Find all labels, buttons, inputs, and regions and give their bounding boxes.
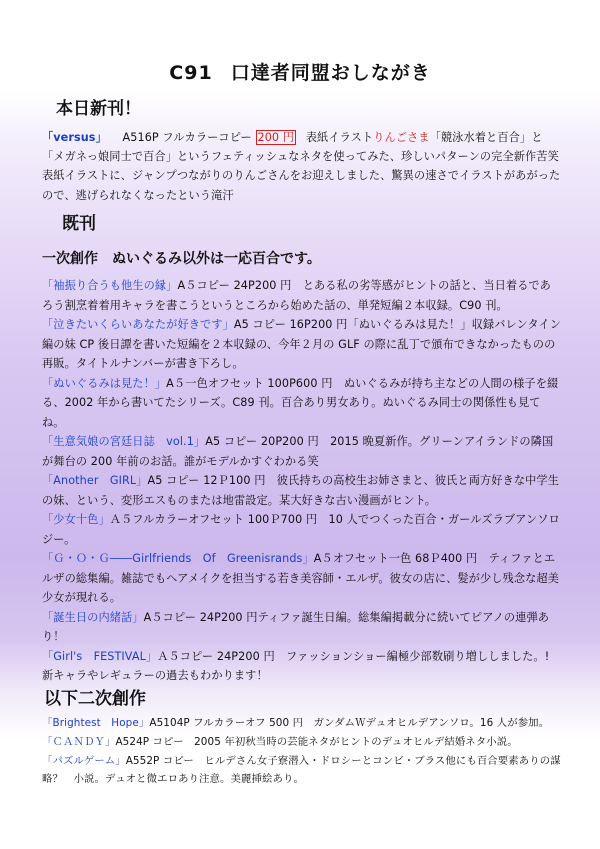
original-works-heading: 一次創作 ぬいぐるみ以外は一応百合です。	[42, 251, 321, 267]
new-release-desc-1: 「競泳水着と百合」	[429, 131, 532, 144]
book-title: 「ぬいぐるみは見た！」	[42, 376, 167, 390]
list-item	[42, 315, 562, 374]
book-title: 「少女十色」	[42, 513, 110, 526]
list-item	[42, 714, 562, 733]
book-desc: A5 コピー 16P200 円「ぬいぐるみは見た！」収録バレンタイン編の妹 CP 後日譚を書いた短編を２本収録の、今年２月の GLF の際に乱丁で頒布できなかったものの再販。タイトルナンバーが書き下ろし。	[42, 318, 561, 370]
list-item	[42, 276, 562, 315]
list-item	[42, 432, 562, 471]
list-item	[42, 733, 562, 752]
list-item	[42, 471, 562, 510]
book-title: 「Brightest Hope」	[42, 717, 150, 729]
list-item	[42, 608, 562, 647]
new-release-desc-2: と「メガネっ娘同士で百合」というフェティッシュなネタを使ってみた、珍しいパターンの完全新作苦笑表紙イラストに、ジャンプつながりのりんごさんをお迎えしました、驚異の速さでイラストがあがったので、逃げられなくなったという滝汗	[42, 131, 561, 202]
book-title: 「泣きたいくらいあなたが好きです」	[42, 318, 234, 331]
book-desc: A5 コピー 20P200 円 2015 晩夏新作。グリーンアイランドの隣国が舞台の 200 年前のお話。誰がモデルかすぐわかる笑	[42, 435, 554, 468]
book-desc: A5 コピー 12Ｐ100 円 彼氏持ちの高校生お姉さまと、彼氏と両方好きな中学生の妹、という、変形エスものまたは地雷設定。某大好きな古い漫画がヒント。	[42, 474, 559, 507]
new-release-heading: 本日新刊！	[56, 99, 141, 119]
backlist-heading: 既刊	[62, 214, 96, 234]
new-release-title: 「versus」	[42, 131, 107, 144]
new-release-artist: りんごさま	[373, 131, 430, 144]
book-title: 「Another GIRL」	[42, 474, 148, 487]
book-title: 「Ｇ・Ｏ・Ｇ――Girlfriends Of Greenisrands」	[42, 552, 314, 565]
list-item	[42, 549, 562, 608]
new-release-price: 200 円	[257, 131, 295, 144]
book-title: 「Girl's FESTIVAL」	[42, 649, 158, 663]
page-title	[0, 58, 600, 85]
event-name: C91	[169, 62, 213, 84]
book-title: 「誕生日の内緒話」	[42, 610, 144, 624]
book-desc: A５一色オフセット 100P600 円 ぬいぐるみが持ち主などの人間の様子を綴る、2002 年から書いてたシリーズ。C89 刊。百合あり男女あり。ぬいぐるみ同士の関係性も見てね。	[42, 376, 559, 429]
original-works-list	[42, 276, 562, 686]
derivative-works-list	[42, 714, 562, 789]
book-desc: A５オフセット一色 68Ｐ400 円 ティファとエルザの総集編。雑誌でもヘアメイクを担当する若き美容師・エルザ。彼女の店に、髪が少し残念な超美少女が現れる。	[42, 552, 559, 604]
derivative-works-heading: 以下二次創作	[44, 689, 146, 709]
new-release-cover-label: 表紙イラスト	[305, 131, 374, 144]
book-desc: A552P コピー ヒルデさん女子寮潜入・ドロシーとコンビ・ブラス他にも百合要素ありの謀略？ 小説。デュオと微エロあり注意。美麗挿絵あり。	[42, 754, 561, 786]
circle-title: 口達者同盟おしながき	[230, 62, 431, 84]
new-release-spec: A516P フルカラーコピー	[122, 131, 252, 144]
book-desc: Ａ５コピー 24P200 円 ファッションショー編極少部数刷り増ししました。! 新キャラやレギュラーの過去もわかります！	[42, 649, 561, 682]
book-desc: A５コピー 24P200 円 とある私の劣等感がヒントの話と、当日着るであろう割烹着着用キャラを書こうというところから始めた話の、単発短編２本収録。C90 刊。	[42, 279, 551, 312]
list-item	[42, 374, 562, 433]
book-title: 「ＣＡＮＤＹ」	[42, 735, 116, 748]
list-item	[42, 647, 562, 686]
book-desc: A524P コピー 2005 年初秋当時の芸能ネタがヒントのデュオヒルデ結婚ネタ小説。	[115, 735, 518, 748]
book-title: 「袖振り合うも他生の縁」	[42, 279, 178, 292]
book-title: 「パズルゲーム」	[42, 754, 126, 767]
book-desc: Ａ５フルカラーオフセット 100Ｐ700 円 10 人でつくった百合・ガールズラブアンソロジー。	[42, 513, 560, 546]
book-desc: A５コピー 24P200 円ティファ誕生日編。総集編掲載分に続いてピアノの連弾あり！	[42, 610, 550, 643]
book-desc: A5104P フルカラーオフ 500 円 ガンダムＷデュオヒルデアンソロ。16 人が参加。	[149, 717, 550, 729]
book-title: 「生意気娘の宮廷日誌 vol.1」	[42, 435, 206, 448]
list-item	[42, 510, 562, 549]
new-release-paragraph	[42, 128, 562, 205]
list-item	[42, 752, 562, 790]
